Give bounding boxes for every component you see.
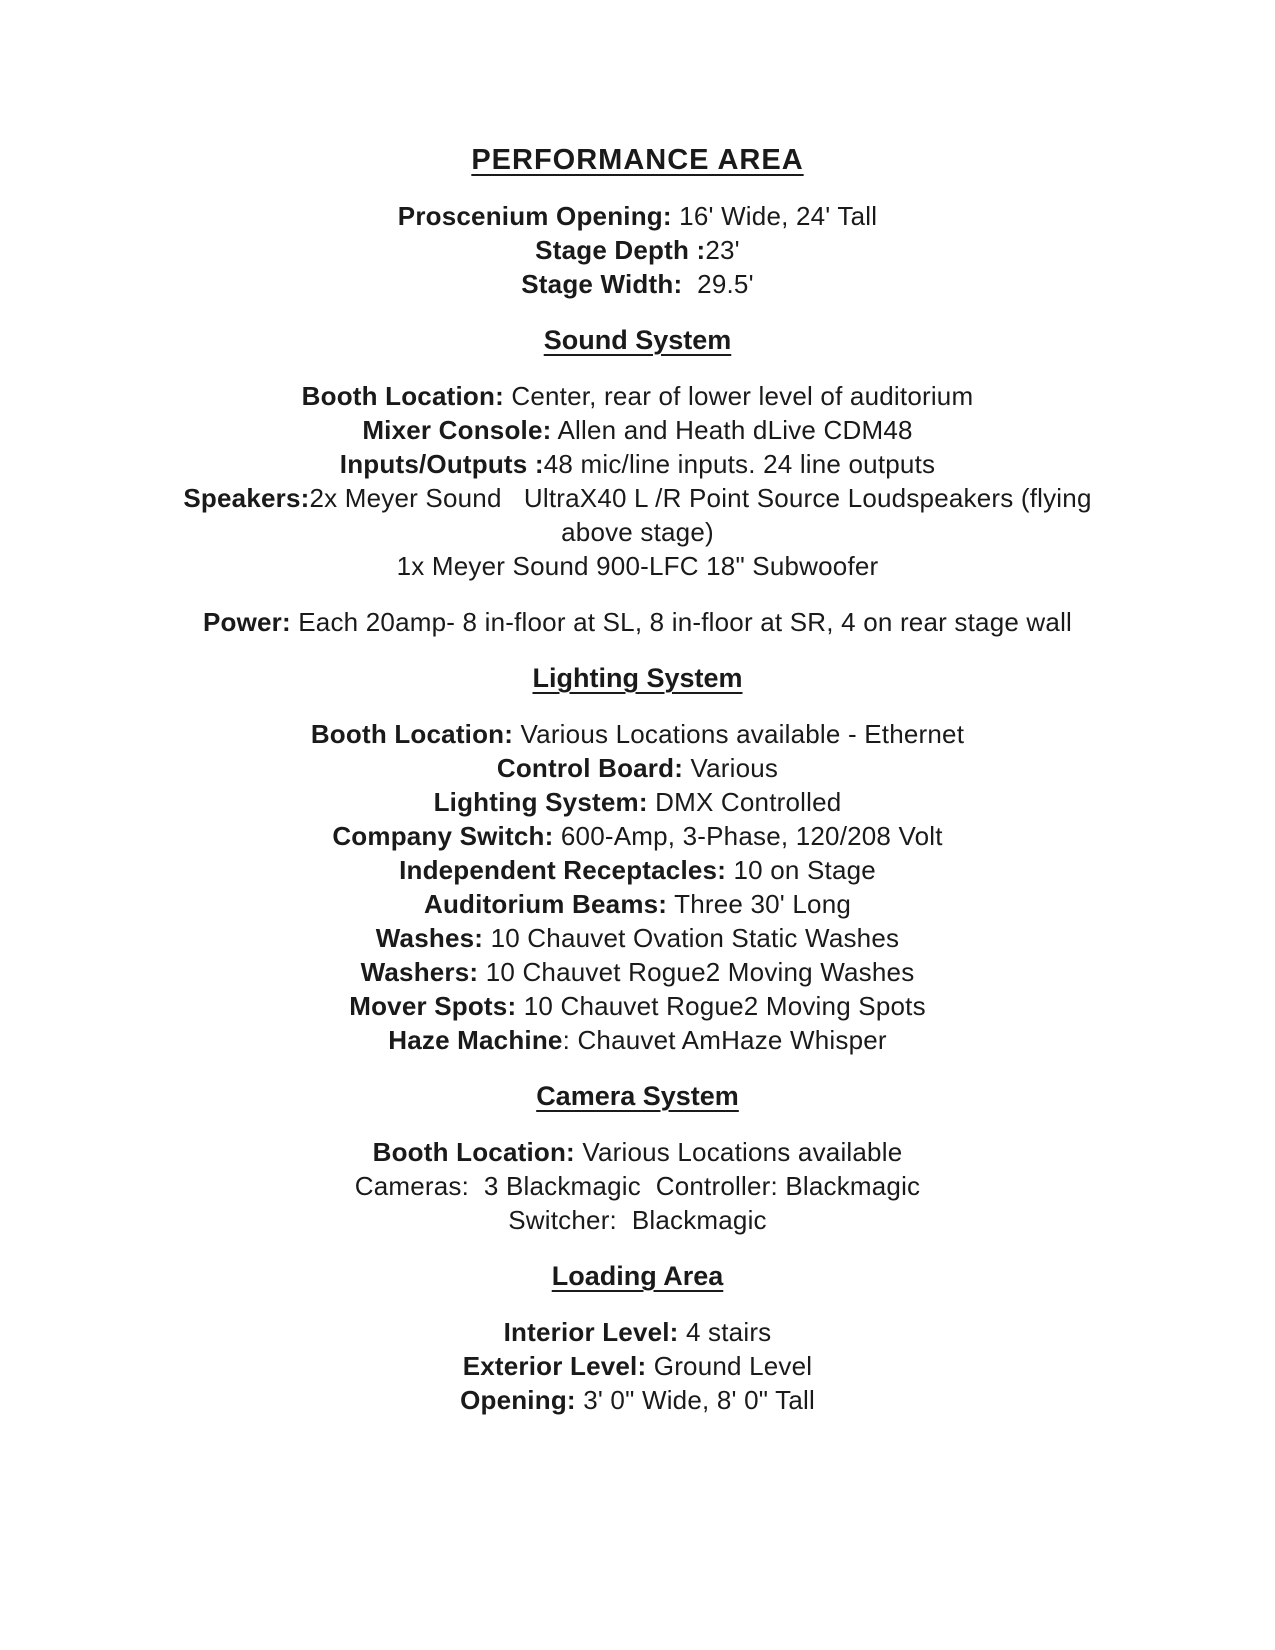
spec-label: Opening: <box>460 1385 576 1415</box>
spec-value: 16' Wide, 24' Tall <box>671 201 878 231</box>
spec-paragraph <box>135 1315 1140 1417</box>
spec-line <box>135 1383 1140 1417</box>
spec-paragraph <box>135 605 1140 639</box>
section-heading-text: Lighting System <box>532 663 743 693</box>
spec-line <box>135 447 1140 481</box>
spec-label: Auditorium Beams: <box>423 889 668 919</box>
spec-label: Independent Receptacles: <box>399 855 727 885</box>
spec-line <box>135 887 1140 921</box>
spec-value: Various <box>683 753 779 783</box>
spec-label: Booth Location: <box>301 381 504 411</box>
section-heading-text: Sound System <box>543 325 732 355</box>
spec-value: Allen and Heath dLive CDM48 <box>551 415 913 445</box>
spec-line <box>135 199 1140 233</box>
spec-line <box>135 989 1140 1023</box>
spec-paragraph <box>135 1135 1140 1237</box>
spec-line <box>135 267 1140 301</box>
spec-value: : Chauvet AmHaze Whisper <box>562 1025 887 1055</box>
spec-label: Interior Level: <box>503 1317 679 1347</box>
page-title <box>135 143 1140 177</box>
spec-line <box>135 717 1140 751</box>
section-heading-text: Camera System <box>536 1081 739 1111</box>
spec-label: Booth Location: <box>372 1137 575 1167</box>
spec-value: Switcher: Blackmagic <box>508 1205 767 1235</box>
spec-paragraph <box>135 717 1140 1057</box>
document-body <box>135 199 1140 1417</box>
spec-label: Company Switch: <box>332 821 554 851</box>
spec-line <box>135 605 1140 639</box>
section-heading <box>135 661 1140 695</box>
spec-label: Proscenium Opening: <box>397 201 672 231</box>
spec-value: 10 Chauvet Rogue2 Moving Spots <box>516 991 926 1021</box>
spec-label: Stage Width: <box>521 269 683 299</box>
spec-line <box>135 481 1140 515</box>
section-heading-text: Loading Area <box>551 1261 724 1291</box>
spec-value: Each 20amp- 8 in-floor at SL, 8 in-floor at SR, 4 on rear stage wall <box>290 607 1073 637</box>
spec-line <box>135 921 1140 955</box>
spec-line <box>135 1135 1140 1169</box>
spec-label: Lighting System: <box>433 787 648 817</box>
spec-paragraph <box>135 199 1140 301</box>
spec-label: Haze Machine <box>388 1025 563 1055</box>
spec-value: DMX Controlled <box>647 787 842 817</box>
spec-line <box>135 1315 1140 1349</box>
spec-label: Washers: <box>360 957 479 987</box>
spec-line <box>135 549 1140 583</box>
spec-label: Power: <box>202 607 291 637</box>
section-heading <box>135 323 1140 357</box>
spec-line <box>135 1169 1140 1203</box>
spec-label: Washes: <box>375 923 484 953</box>
spec-label: Inputs/Outputs : <box>339 449 544 479</box>
spec-line <box>135 1203 1140 1237</box>
spec-label: Booth Location: <box>310 719 514 749</box>
spec-value: Various Locations available - Ethernet <box>513 719 965 749</box>
page-title-text: PERFORMANCE AREA <box>471 144 804 176</box>
spec-value: Three 30' Long <box>667 889 852 919</box>
spec-line <box>135 785 1140 819</box>
spec-label: Exterior Level: <box>462 1351 647 1381</box>
spec-line <box>135 413 1140 447</box>
spec-label: Mover Spots: <box>349 991 517 1021</box>
spec-value: 48 mic/line inputs. 24 line outputs <box>543 449 936 479</box>
spec-value: 4 stairs <box>678 1317 772 1347</box>
spec-value: Cameras: 3 Blackmagic Controller: Blackmagic <box>354 1171 921 1201</box>
spec-label: Stage Depth : <box>535 235 706 265</box>
spec-value: 10 on Stage <box>726 855 876 885</box>
spec-value: 600-Amp, 3-Phase, 120/208 Volt <box>553 821 943 851</box>
spec-value: Center, rear of lower level of auditorium <box>503 381 974 411</box>
spec-label: Control Board: <box>496 753 684 783</box>
spec-value: 3' 0" Wide, 8' 0" Tall <box>575 1385 815 1415</box>
spec-line <box>135 819 1140 853</box>
spec-line <box>135 379 1140 413</box>
spec-value: Ground Level <box>646 1351 813 1381</box>
spec-value: 1x Meyer Sound 900-LFC 18" Subwoofer <box>396 551 879 581</box>
spec-value: 29.5' <box>682 269 754 299</box>
spec-value: 23' <box>705 235 740 265</box>
spec-value: 10 Chauvet Rogue2 Moving Washes <box>478 957 915 987</box>
spec-paragraph <box>135 379 1140 583</box>
spec-line <box>135 1349 1140 1383</box>
spec-value: 2x Meyer Sound UltraX40 L /R Point Source Loudspeakers (flying <box>309 483 1092 513</box>
spec-line <box>135 515 1140 549</box>
spec-line <box>135 233 1140 267</box>
section-heading <box>135 1079 1140 1113</box>
spec-line <box>135 955 1140 989</box>
spec-label: Mixer Console: <box>362 415 552 445</box>
spec-line <box>135 1023 1140 1057</box>
spec-value: above stage) <box>561 517 714 547</box>
spec-line <box>135 853 1140 887</box>
spec-line <box>135 751 1140 785</box>
section-heading <box>135 1259 1140 1293</box>
spec-label: Speakers: <box>183 483 310 513</box>
spec-value: 10 Chauvet Ovation Static Washes <box>483 923 900 953</box>
spec-value: Various Locations available <box>574 1137 903 1167</box>
